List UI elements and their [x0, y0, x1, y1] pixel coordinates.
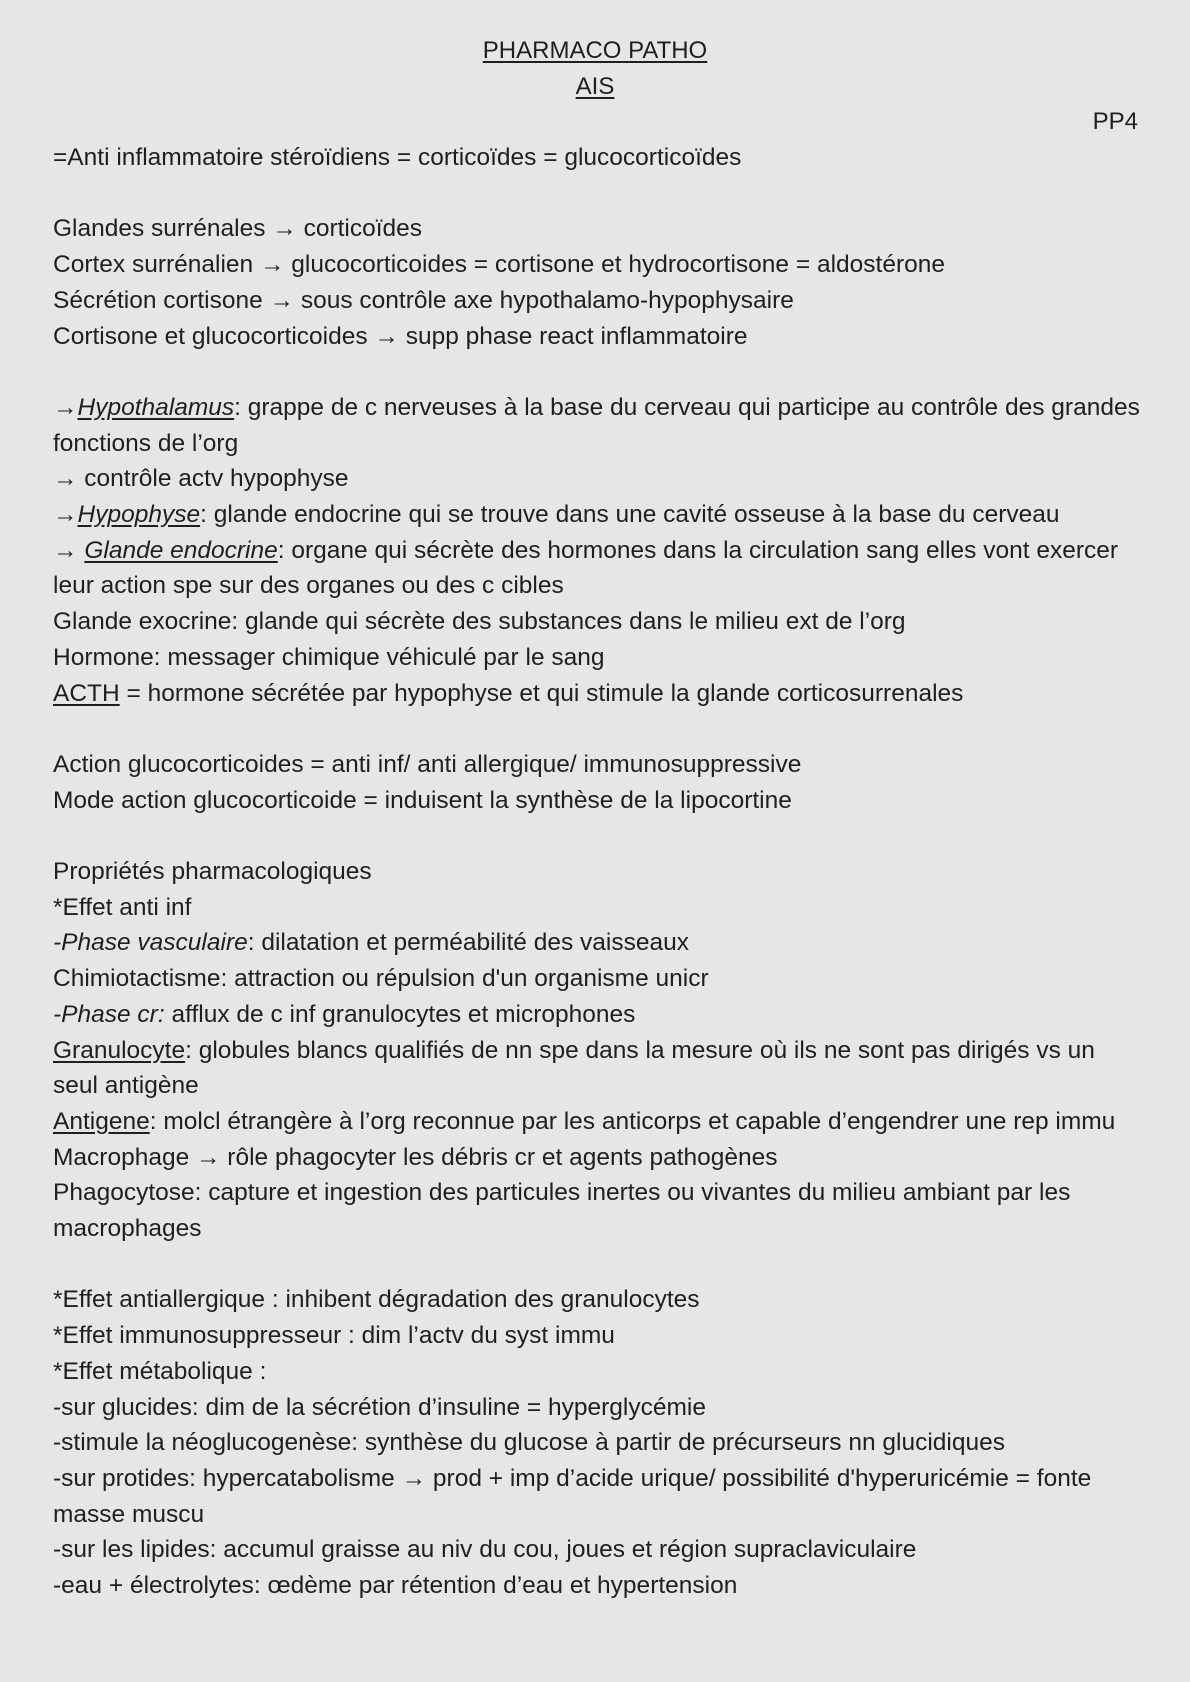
definition-hypophyse — [53, 497, 1143, 533]
text-line: -sur les lipides: accumul graisse au niv du cou, joues et région supraclaviculaire — [53, 1536, 917, 1564]
text-line: *Effet métabolique : — [53, 1357, 267, 1385]
term-antigene: Antigene — [53, 1107, 150, 1135]
definition-acth — [53, 676, 1143, 712]
definition-granulocyte — [53, 1033, 1143, 1104]
definition-text: : dilatation et perméabilité des vaisseaux — [247, 929, 689, 957]
definition-glande-endocrine — [53, 533, 1143, 604]
text-line: Cortex surrénalien → glucocorticoides = cortisone et hydrocortisone = aldostérone — [53, 251, 946, 279]
phase-cr-line — [53, 997, 1143, 1033]
text-line: -stimule la néoglucogenèse: synthèse du glucose à partir de précurseurs nn glucidiques — [53, 1429, 1005, 1457]
definition-text: : molcl étrangère à l’org reconnue par les anticorps et capable d’engendrer une rep immu — [149, 1107, 1116, 1135]
document-title: PHARMACO PATHO — [482, 37, 708, 64]
definition-antigene — [53, 1104, 1143, 1140]
definition-text: : glande endocrine qui se trouve dans une cavité osseuse à la base du cerveau — [200, 501, 1060, 528]
term-phase-cr: -Phase cr: — [53, 1000, 165, 1028]
spacer — [53, 1247, 1143, 1283]
term-hypophyse: Hypophyse — [77, 501, 201, 528]
text-line: *Effet immunosuppresseur : dim l’actv du syst immu — [53, 1322, 615, 1350]
spacer — [53, 711, 1143, 747]
page-code: PP4 — [1092, 108, 1138, 135]
definition-text: : organe qui sécrète des hormones dans la circulation sang elles vont exercer leur action spe sur des organes ou des c cibles — [53, 536, 1119, 600]
text-line: Sécrétion cortisone → sous contrôle axe hypothalamo-hypophysaire — [53, 286, 794, 314]
definition-text: : grappe de c nerveuses à la base du cerveau qui participe au contrôle des grandes fonctions de l’org — [53, 393, 1140, 457]
text-line: Macrophage → rôle phagocyter les débris cr et agents pathogènes — [53, 1143, 778, 1171]
definition-text: : globules blancs qualifiés de nn spe dans la mesure où ils ne sont pas dirigés vs un seul antigène — [53, 1036, 1095, 1100]
text-line: Mode action glucocorticoide = induisent la synthèse de la lipocortine — [53, 786, 792, 814]
text-line: Glande exocrine: glande qui sécrète des substances dans le milieu ext de l’org — [53, 608, 906, 636]
text-line: Action glucocorticoides = anti inf/ anti allergique/ immunosuppressive — [53, 750, 802, 778]
text-line: → contrôle actv hypophyse — [53, 465, 349, 493]
text-line: Cortisone et glucocorticoides → supp phase react inflammatoire — [53, 322, 748, 350]
text-line: Glandes surrénales → corticoïdes — [53, 215, 423, 243]
arrow-glyph: → — [53, 536, 85, 564]
text-line: Hormone: messager chimique véhiculé par le sang — [53, 643, 605, 671]
phase-vasculaire-line — [53, 925, 1143, 961]
definition-text: afflux de c inf granulocytes et microphones — [164, 1000, 636, 1028]
text-line: *Effet antiallergique : inhibent dégradation des granulocytes — [53, 1286, 700, 1314]
term-glande-endocrine: Glande endocrine — [84, 536, 278, 564]
arrow-glyph: → — [53, 393, 78, 421]
intro-line: =Anti inflammatoire stéroïdiens = corticoïdes = glucocorticoïdes — [53, 144, 742, 171]
arrow-glyph: → — [53, 501, 78, 528]
text-line: -eau + électrolytes: œdème par rétention d’eau et hypertension — [53, 1572, 738, 1600]
text-line: Phagocytose: capture et ingestion des particules inertes ou vivantes du milieu ambiant par les macrophages — [53, 1179, 1071, 1243]
document-subtitle: AIS — [575, 73, 615, 100]
text-line: -sur protides: hypercatabolisme → prod + imp d’acide urique/ possibilité d'hyperuricémie = fonte masse muscu — [53, 1464, 1092, 1528]
document-body — [53, 140, 1143, 1604]
spacer — [53, 176, 1143, 212]
term-phase-vasculaire: -Phase vasculaire — [53, 929, 248, 957]
term-hypothalamus: Hypothalamus — [77, 393, 235, 421]
text-line: *Effet anti inf — [53, 893, 192, 921]
term-granulocyte: Granulocyte — [53, 1036, 186, 1064]
text-line: -sur glucides: dim de la sécrétion d’insuline = hyperglycémie — [53, 1393, 706, 1421]
section-heading: Propriétés pharmacologiques — [53, 858, 372, 885]
spacer — [53, 818, 1143, 854]
definition-text: = hormone sécrétée par hypophyse et qui stimule la glande corticosurrenales — [119, 679, 964, 707]
term-acth: ACTH — [53, 679, 120, 707]
definition-hypothalamus — [53, 390, 1143, 461]
text-line: Chimiotactisme: attraction ou répulsion d'un organisme unicr — [53, 965, 709, 993]
spacer — [53, 354, 1143, 390]
